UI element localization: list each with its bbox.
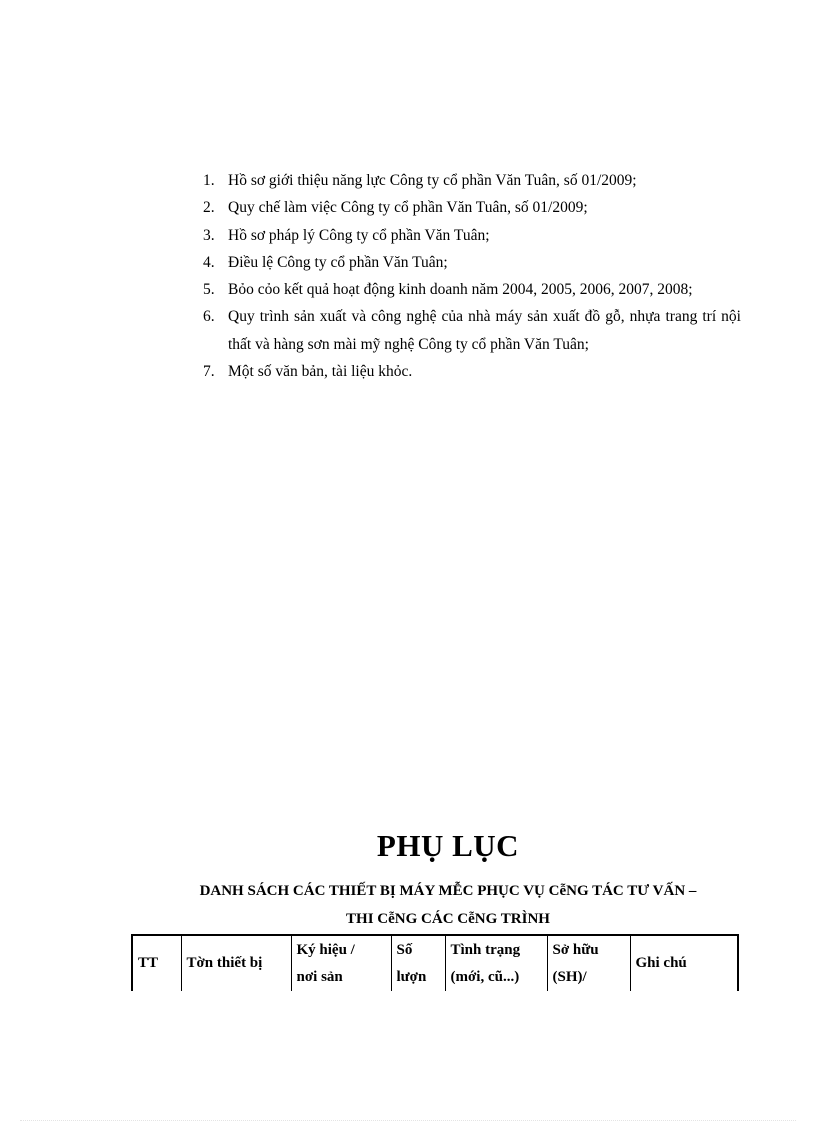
list-text: Hồ sơ pháp lý Công ty cổ phần Văn Tuân; (228, 226, 490, 244)
list-text: Quy trình sản xuất và công nghệ của nhà máy sản xuất đồ gỗ, nhựa trang trí nội thất và hàng sơn mài mỹ nghệ Công ty cổ phần Văn Tuân; (228, 308, 741, 353)
list-item (200, 276, 741, 303)
list-item (200, 358, 741, 385)
list-text: Quy chế làm việc Công ty cổ phần Văn Tuân, số 01/2009; (228, 199, 588, 217)
list-number: 1. (203, 172, 215, 189)
list-item (200, 167, 741, 194)
list-text: Một số văn bản, tài liệu khỏc. (228, 363, 413, 381)
list-text: Điều lệ Công ty cổ phần Văn Tuân; (228, 253, 448, 271)
list-number: 5. (203, 281, 215, 299)
list-item (200, 249, 741, 276)
header-tt: TT (132, 935, 181, 991)
header-equipment-name: Tờn thiết bị (181, 935, 291, 991)
appendix-title: PHỤ LỤC (376, 828, 520, 863)
subtitle-line-2: THI CễNG CÁC CễNG TRÌNH (346, 911, 550, 927)
list-number: 6. (203, 308, 215, 326)
list-item (200, 222, 741, 249)
header-symbol-line1: Ký hiệu / (296, 942, 355, 958)
appendix-subtitle (150, 877, 746, 933)
header-quantity-line2: lượn (396, 969, 427, 985)
list-number: 3. (203, 226, 215, 244)
header-ownership (547, 935, 630, 991)
header-note: Ghi chú (630, 935, 738, 991)
header-quantity (391, 935, 445, 991)
subtitle-line-1: DANH SÁCH CÁC THIẾT BỊ MÁY MỄC PHỤC VỤ CễNG TÁC TƯ VẤN – (199, 883, 697, 899)
header-status (445, 935, 547, 991)
header-ownership-line1: Sở hữu (552, 942, 599, 958)
equipment-table (131, 934, 739, 991)
list-text: Bỏo cỏo kết quả hoạt động kinh doanh năm 2004, 2005, 2006, 2007, 2008; (228, 281, 693, 299)
page-bottom-divider (20, 1120, 796, 1121)
list-number: 2. (203, 199, 215, 217)
header-symbol-line2: nơi sản (296, 969, 343, 985)
header-symbol-origin (291, 935, 391, 991)
list-number: 4. (203, 253, 215, 271)
list-item (200, 303, 741, 358)
list-number: 7. (203, 363, 215, 381)
header-quantity-line1: Số (396, 942, 413, 958)
header-status-line2: (mới, cũ...) (450, 969, 520, 985)
reference-document-list (200, 167, 741, 385)
list-item (200, 194, 741, 221)
list-text: Hồ sơ giới thiệu năng lực Công ty cổ phần Văn Tuân, số 01/2009; (228, 172, 637, 189)
header-ownership-line2: (SH)/ (552, 969, 587, 985)
header-status-line1: Tình trạng (450, 942, 521, 958)
table-header-row (132, 935, 738, 991)
